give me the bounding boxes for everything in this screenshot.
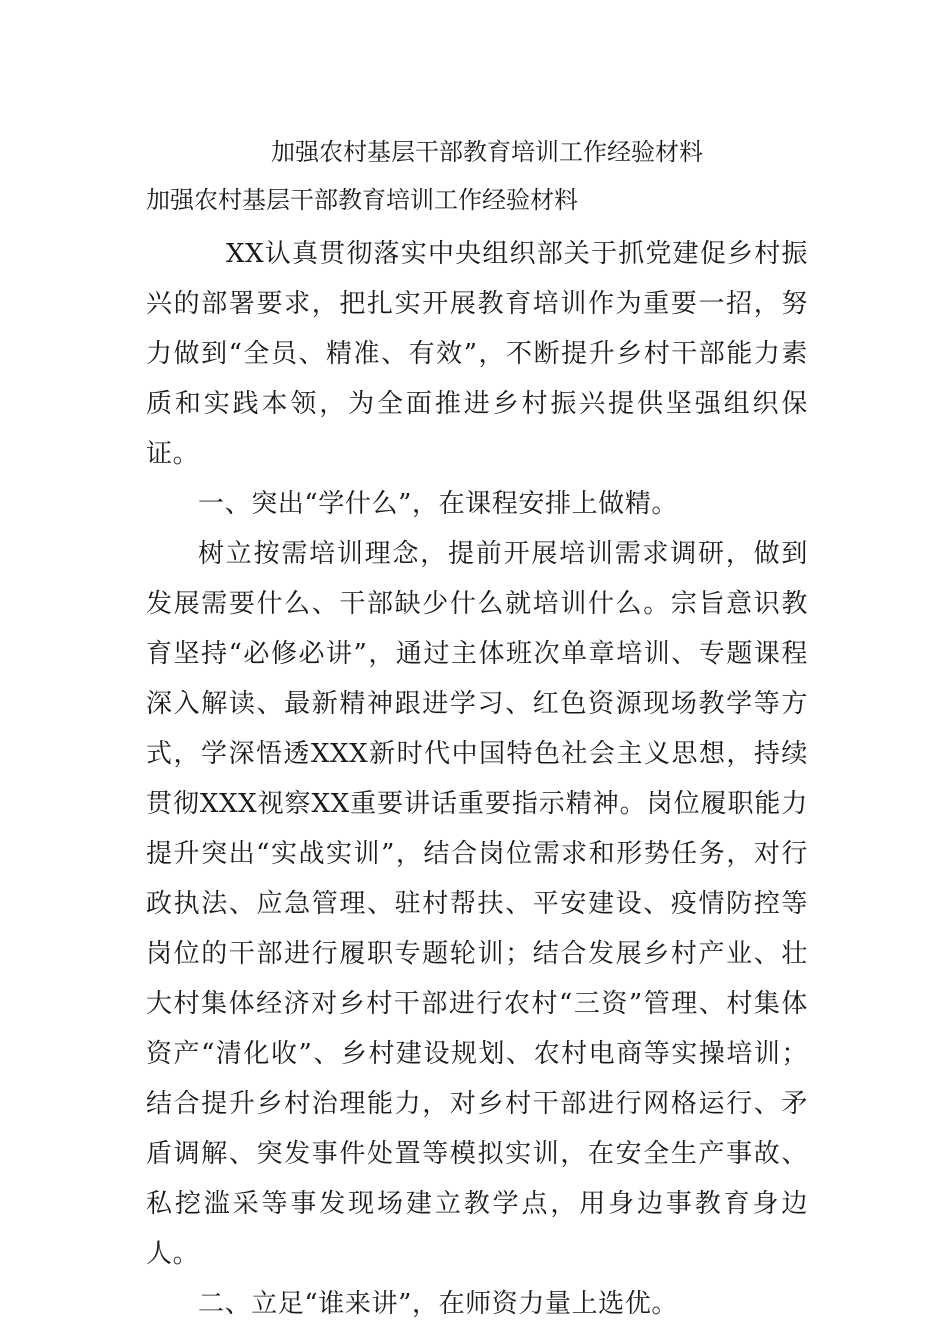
document-title: 加强农村基层干部教育培训工作经验材料 [271, 138, 703, 166]
document-subtitle: 加强农村基层干部教育培训工作经验材料 [146, 186, 578, 214]
section-heading-1: 一、突出“学什么”，在课程安排上做精。 [198, 489, 678, 519]
intro-paragraph: XX认真贯彻落实中央组织部关于抓党建促乡村振兴的部署要求，把扎实开展教育培训作为重要一招，努力做到“全员、精准、有效”，不断提升乡村干部能力素质和实践本领，为全面推进乡村振兴提供坚强组织保证。 [146, 239, 808, 469]
document-body [146, 229, 808, 1329]
section-heading-2: 二、立足“谁来讲”，在师资力量上选优。 [198, 1289, 678, 1319]
section-paragraph-1: 树立按需培训理念，提前开展培训需求调研，做到发展需要什么、干部缺少什么就培训什么。宗旨意识教育坚持“必修必讲”，通过主体班次单章培训、专题课程深入解读、最新精神跟进学习、红色资源现场教学等方式，学深悟透XXX新时代中国特色社会主义思想，持续贯彻XXX视察XX重要讲话重要指示精神。岗位履职能力提升突出“实战实训”，结合岗位需求和形势任务，对行政执法、应急管理、驻村帮扶、平安建设、疫情防控等岗位的干部进行履职专题轮训；结合发展乡村产业、壮大村集体经济对乡村干部进行农村“三资”管理、村集体资产“清化收”、乡村建设规划、农村电商等实操培训；结合提升乡村治理能力，对乡村干部进行网格运行、矛盾调解、突发事件处置等模拟实训，在安全生产事故、私挖滥采等事发现场建立教学点，用身边事教育身边人。 [146, 539, 808, 1269]
